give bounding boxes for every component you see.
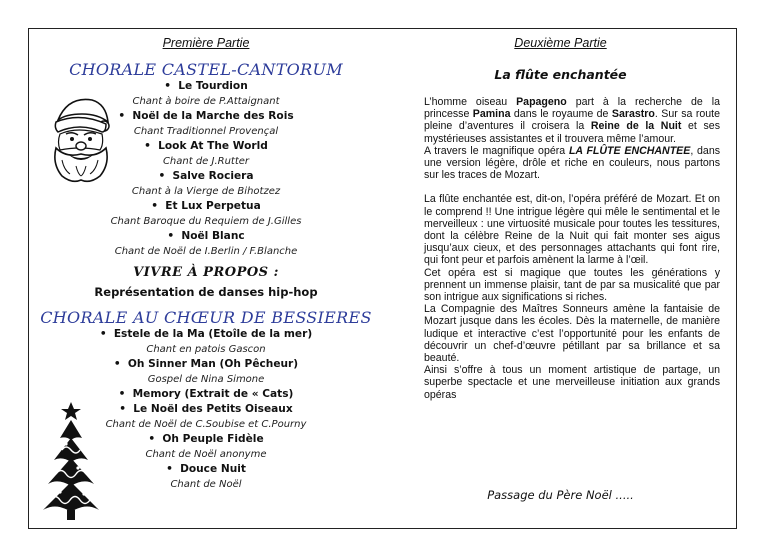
song-title-text: Et Lux Perpetua — [165, 200, 261, 212]
song-description: Gospel de Nina Simone — [147, 374, 265, 385]
bullet-icon: • — [166, 463, 173, 475]
song-description: Chant de J.Rutter — [162, 156, 250, 167]
song-title-text: Oh Sinner Man (Oh Pêcheur) — [127, 358, 299, 370]
bullet-icon: • — [167, 230, 175, 242]
song-title — [28, 327, 384, 342]
paragraph-1: L’homme oiseau Papageno part à la recherche de la princesse Pamina dans le royaume de Sarastro. Sur sa route pleine d’aventures il croisera la Reine de la Nuit et ses mystérieuses assistantes et il trouvera même l’amour. — [424, 96, 720, 145]
paragraph-2: A travers le magnifique opéra LA FLÛTE ENCHANTEE, dans une version légère, drôle et riche en couleurs, nous partons sur les traces de Mozart. — [424, 144, 721, 182]
choir1-title: CHORALE CASTEL-CANTORUM — [69, 60, 343, 79]
song-title — [28, 229, 384, 244]
song-title-text: Le Tourdion — [178, 80, 248, 92]
song-description: Chant Traditionnel Provençal — [133, 126, 279, 137]
second-part-column — [384, 30, 737, 525]
choir2-title: CHORALE AU CHŒUR DE BESSIERES — [40, 308, 372, 327]
song-title — [28, 357, 384, 372]
song-title-text: Salve Rociera — [172, 170, 254, 182]
bullet-icon: • — [118, 388, 126, 400]
song-description: Chant de Noël — [170, 479, 242, 490]
christmas-tree-icon — [40, 398, 102, 522]
hiphop-text: Représentation de danses hip-hop — [94, 285, 318, 299]
song-title-text: Memory (Extrait de « Cats) — [132, 388, 294, 400]
second-part-title: Deuxième Partie — [514, 36, 607, 50]
song-title — [28, 199, 384, 214]
bullet-icon: • — [144, 140, 151, 152]
paragraph-4: Cet opéra est si magique que toutes les générations y prennent un immense plaisir, tant de par sa musicalité que par son intrigue aux significations si riches. — [424, 266, 720, 304]
vivre-a-propos-title: VIVRE À PROPOS : — [133, 265, 279, 280]
paragraph-5: La Compagnie des Maîtres Sonneurs amène la fantaisie de Mozart jusque dans les écoles. Dès la maternelle, de manière ludique et interactive c’est l’opportunité pour les enfants de découvrir un chef-d’œuvre pétillant par sa brillance et sa beauté. — [424, 303, 720, 365]
first-part-title: Première Partie — [162, 36, 250, 50]
song-title-text: Noël Blanc — [181, 230, 245, 242]
song-description: Chant de Noël anonyme — [145, 449, 267, 460]
bullet-icon: • — [164, 80, 172, 92]
song-description: Chant de Noël de I.Berlin / F.Blanche — [114, 246, 298, 257]
bullet-icon: • — [99, 328, 107, 340]
opera-title: La flûte enchantée — [494, 67, 627, 82]
song-description: Chant Baroque du Requiem de J.Gilles — [110, 216, 302, 227]
song-title-text: Look At The World — [158, 140, 268, 152]
passage-pere-noel: Passage du Père Noël ..... — [487, 488, 634, 502]
song-description: Chant de Noël de C.Soubise et C.Pourny — [105, 419, 307, 430]
bullet-icon: • — [119, 403, 127, 415]
opera-description — [424, 96, 720, 401]
song-description: Chant en patois Gascon — [146, 344, 266, 355]
song-title-text: Le Noël des Petits Oiseaux — [133, 403, 293, 415]
song-title-text: Douce Nuit — [180, 463, 246, 475]
bullet-icon: • — [158, 170, 166, 182]
song-title-text: Oh Peuple Fidèle — [162, 433, 264, 445]
song-description: Chant à boire de P.Attaignant — [132, 96, 280, 107]
bullet-icon: • — [113, 358, 121, 370]
paragraph-3: La flûte enchantée est, dit-on, l’opéra préféré de Mozart. Et on le comprend !! Une intrigue légère qui mêle le sentimental et le merveilleux : une virtuosité musicale pour toutes les tessitures, dont la célèbre Reine de la Nuit qui fait monter ses aigus jusqu’aux cieux, et des personnages attachants qui font rire, qui font peur et parfois amènent la larme à l’œil. — [424, 193, 720, 267]
bullet-icon: • — [148, 433, 156, 445]
santa-claus-icon — [48, 92, 112, 184]
paragraph-6: Ainsi s’offre à tous un moment artistique de partage, un superbe spectacle et une merveilleuse initiation aux grands opéras — [424, 364, 720, 401]
bullet-icon: • — [151, 200, 159, 212]
first-part-column — [28, 30, 384, 525]
song-description: Chant à la Vierge de Bihotzez — [131, 186, 281, 197]
song-title-text: Noël de la Marche des Rois — [132, 110, 294, 122]
bullet-icon: • — [118, 110, 126, 122]
song-title-text: Estele de la Ma (Etoîle de la mer) — [113, 328, 313, 340]
